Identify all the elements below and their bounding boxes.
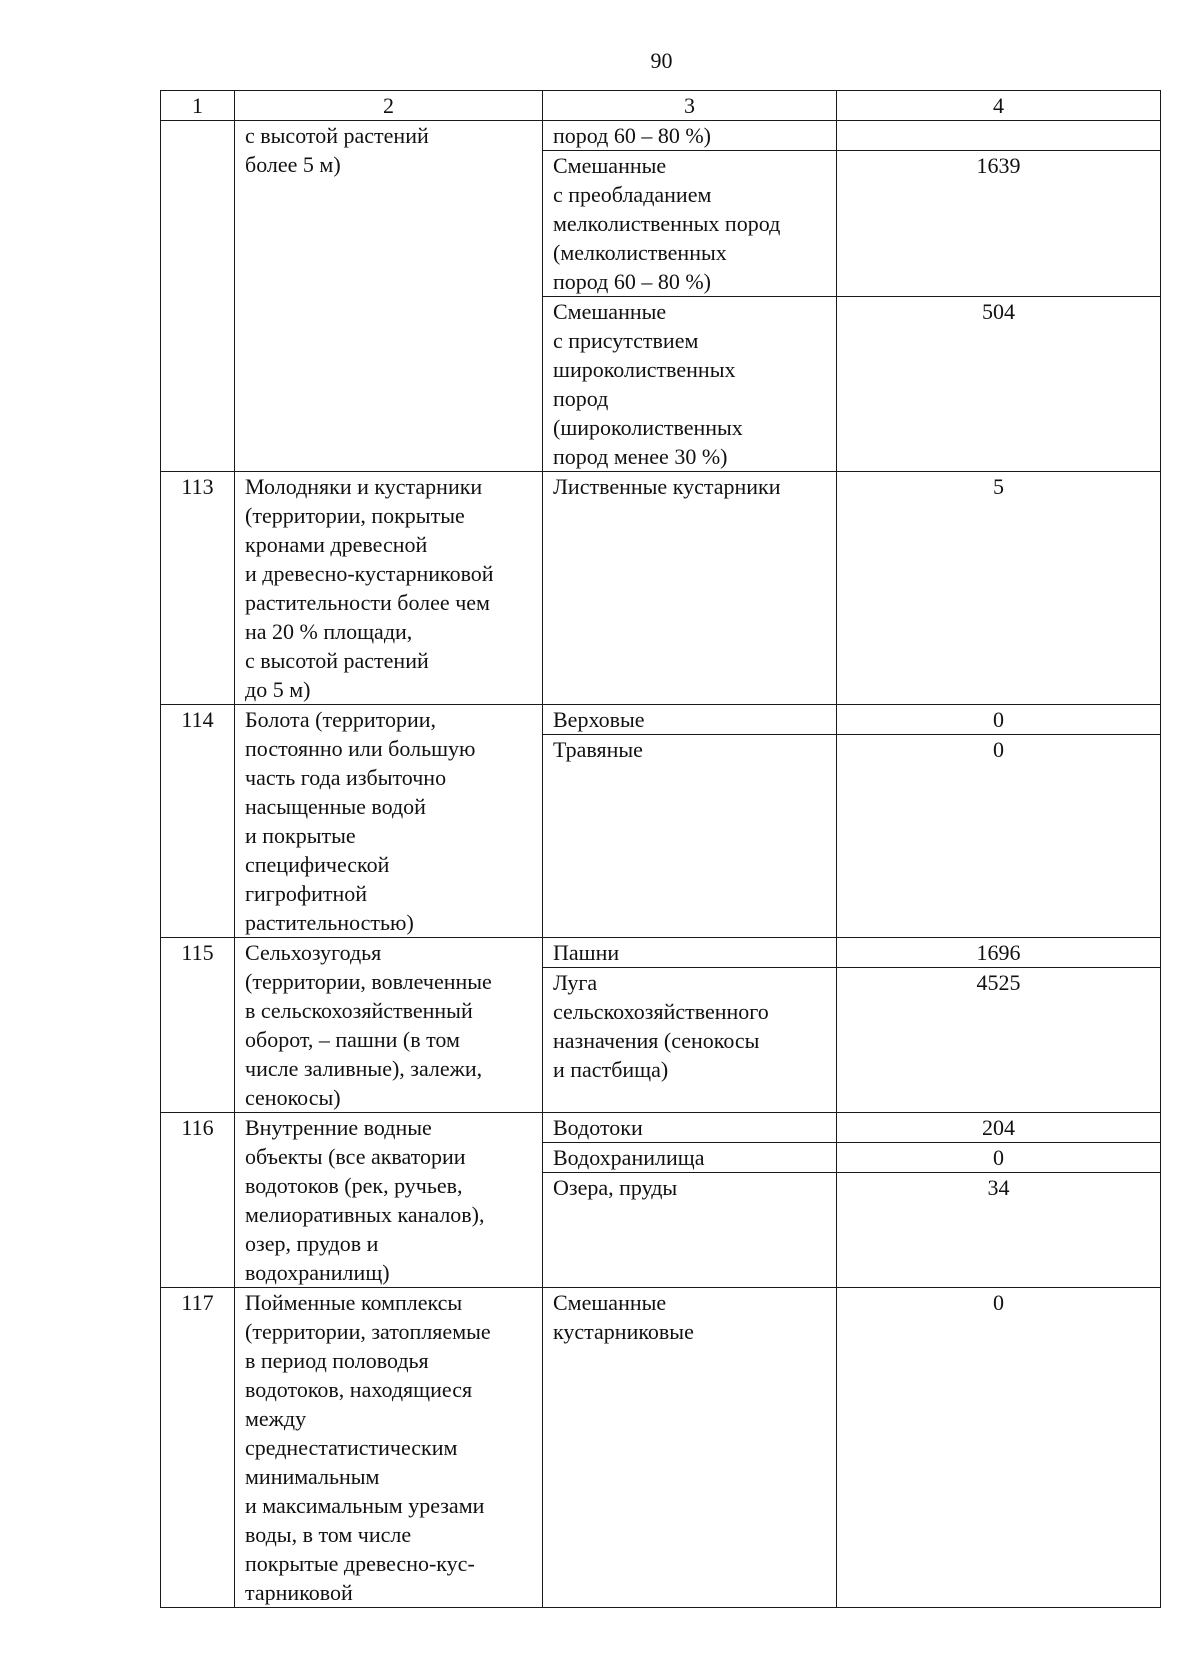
row-description: Сельхозугодья (территории, вовлеченные в сельскохозяйственный оборот, – пашни (в том числе заливные), залежи, сенокосы) bbox=[235, 938, 543, 1113]
row-type: Водохранилища bbox=[543, 1143, 837, 1173]
row-value: 1639 bbox=[837, 151, 1161, 297]
table-row bbox=[161, 472, 1161, 705]
header-col-1: 1 bbox=[161, 91, 235, 121]
table-row bbox=[161, 121, 1161, 151]
table-row bbox=[161, 705, 1161, 735]
row-value: 504 bbox=[837, 297, 1161, 472]
row-type: Верховые bbox=[543, 705, 837, 735]
row-description: Молодняки и кустарники (территории, покрытые кронами древесной и древесно-кустарниковой растительности более чем на 20 % площади, с высотой растений до 5 м) bbox=[235, 472, 543, 705]
row-type: Пашни bbox=[543, 938, 837, 968]
row-value: 1696 bbox=[837, 938, 1161, 968]
row-type: Смешанные кустарниковые bbox=[543, 1288, 837, 1608]
table-row bbox=[161, 938, 1161, 968]
row-description: Внутренние водные объекты (все акватории водотоков (рек, ручьев, мелиоративных каналов), озер, прудов и водохранилищ) bbox=[235, 1113, 543, 1288]
row-number: 113 bbox=[161, 472, 235, 705]
row-description: с высотой растений более 5 м) bbox=[235, 121, 543, 472]
page-number: 90 bbox=[650, 48, 673, 73]
land-cover-table bbox=[160, 90, 1161, 1608]
row-value: 5 bbox=[837, 472, 1161, 705]
row-type: Травяные bbox=[543, 735, 837, 938]
header-row bbox=[161, 91, 1161, 121]
row-value: 0 bbox=[837, 1288, 1161, 1608]
row-type: Озера, пруды bbox=[543, 1173, 837, 1288]
header-col-3: 3 bbox=[543, 91, 837, 121]
table-row bbox=[161, 1288, 1161, 1608]
row-value: 0 bbox=[837, 1143, 1161, 1173]
row-value bbox=[837, 121, 1161, 151]
row-value: 0 bbox=[837, 735, 1161, 938]
row-number: 116 bbox=[161, 1113, 235, 1288]
header-col-4: 4 bbox=[837, 91, 1161, 121]
row-type: Луга сельскохозяйственного назначения (сенокосы и пастбища) bbox=[543, 968, 837, 1113]
row-number: 114 bbox=[161, 705, 235, 938]
row-type: Смешанные с присутствием широколиственных пород (широколиственных пород менее 30 %) bbox=[543, 297, 837, 472]
row-value: 0 bbox=[837, 705, 1161, 735]
table-row bbox=[161, 1113, 1161, 1143]
row-type: Водотоки bbox=[543, 1113, 837, 1143]
row-value: 34 bbox=[837, 1173, 1161, 1288]
row-description: Пойменные комплексы (территории, затопляемые в период половодья водотоков, находящиеся между среднестатистическим минимальным и максимальным урезами воды, в том числе покрытые древесно-кус- тарниковой bbox=[235, 1288, 543, 1608]
row-type: Лиственные кустарники bbox=[543, 472, 837, 705]
row-number bbox=[161, 121, 235, 472]
row-type: Смешанные с преобладанием мелколиственных пород (мелколиственных пород 60 – 80 %) bbox=[543, 151, 837, 297]
row-value: 204 bbox=[837, 1113, 1161, 1143]
row-number: 115 bbox=[161, 938, 235, 1113]
header-col-2: 2 bbox=[235, 91, 543, 121]
row-type: пород 60 – 80 %) bbox=[543, 121, 837, 151]
row-number: 117 bbox=[161, 1288, 235, 1608]
row-value: 4525 bbox=[837, 968, 1161, 1113]
row-description: Болота (территории, постоянно или большую часть года избыточно насыщенные водой и покрытые специфической гигрофитной растительностью) bbox=[235, 705, 543, 938]
